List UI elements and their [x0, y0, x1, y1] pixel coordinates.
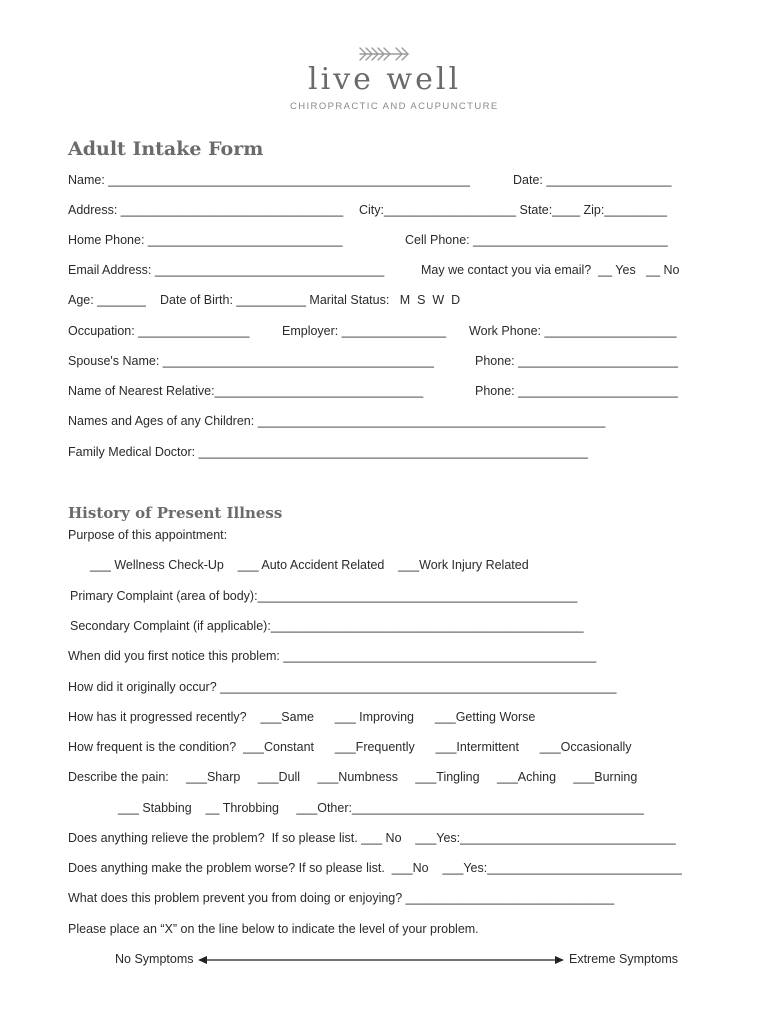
occupation-field[interactable]: Occupation: ________________: [68, 324, 250, 338]
relative-field[interactable]: Name of Nearest Relative:______________________________: [68, 384, 424, 398]
dob-marital-field[interactable]: Date of Birth: __________ Marital Status: M S W D: [160, 293, 461, 307]
pain-options[interactable]: Describe the pain: ___Sharp ___Dull ___Numbness ___Tingling ___Aching ___Burning: [68, 770, 638, 784]
email-field[interactable]: Email Address: _________________________________: [68, 263, 385, 277]
scale-instruction: Please place an “X” on the line below to indicate the level of your problem.: [68, 922, 479, 936]
address-field[interactable]: Address: ________________________________: [68, 203, 344, 217]
pain-options-more[interactable]: ___ Stabbing __ Throbbing ___Other:__________________________________________: [118, 801, 644, 815]
employer-field[interactable]: Employer: _______________: [282, 324, 447, 338]
first-notice-field[interactable]: When did you first notice this problem: _____________________________________________: [68, 649, 597, 663]
purpose-label: Purpose of this appointment:: [68, 528, 228, 542]
origin-field[interactable]: How did it originally occur? _________________________________________________________: [68, 680, 617, 694]
page-title: Adult Intake Form: [68, 138, 264, 160]
prevent-field[interactable]: What does this problem prevent you from doing or enjoying? ______________________________: [68, 891, 615, 905]
relative-phone-field[interactable]: Phone: _______________________: [475, 384, 678, 398]
scale-right-label: Extreme Symptoms: [569, 952, 679, 966]
date-field[interactable]: Date: __________________: [513, 173, 672, 187]
logo-arrows-icon: [358, 44, 412, 64]
purpose-options[interactable]: ___ Wellness Check-Up ___ Auto Accident Related ___Work Injury Related: [90, 558, 529, 572]
scale-left-label: No Symptoms: [115, 952, 194, 966]
primary-complaint-field[interactable]: Primary Complaint (area of body):______________________________________________: [70, 589, 578, 603]
relieve-field[interactable]: Does anything relieve the problem? If so please list. ___ No ___Yes:_______________________________: [68, 831, 676, 845]
cell-phone-field[interactable]: Cell Phone: ____________________________: [405, 233, 668, 247]
spouse-phone-field[interactable]: Phone: _______________________: [475, 354, 678, 368]
logo-subtitle: CHIROPRACTIC AND ACUPUNCTURE: [290, 101, 499, 112]
progression-options[interactable]: How has it progressed recently? ___Same ___ Improving ___Getting Worse: [68, 710, 536, 724]
secondary-complaint-field[interactable]: Secondary Complaint (if applicable):_____________________________________________: [70, 619, 584, 633]
city-state-zip-field[interactable]: City:___________________ State:____ Zip:_________: [359, 203, 667, 217]
spouse-name-field[interactable]: Spouse's Name: _______________________________________: [68, 354, 434, 368]
age-field[interactable]: Age: _______: [68, 293, 146, 307]
email-contact-options[interactable]: May we contact you via email? __ Yes __ No: [421, 263, 680, 277]
logo-title: live well: [308, 62, 462, 97]
children-field[interactable]: Names and Ages of any Children: __________________________________________________: [68, 414, 606, 428]
doctor-field[interactable]: Family Medical Doctor: ________________________________________________________: [68, 445, 588, 459]
symptom-scale-line[interactable]: [198, 953, 564, 967]
work-phone-field[interactable]: Work Phone: ___________________: [469, 324, 677, 338]
home-phone-field[interactable]: Home Phone: ____________________________: [68, 233, 343, 247]
name-field[interactable]: Name: ____________________________________________________: [68, 173, 470, 187]
section-heading: History of Present Illness: [68, 504, 283, 522]
frequency-options[interactable]: How frequent is the condition? ___Constant ___Frequently ___Intermittent ___Occasionally: [68, 740, 632, 754]
worse-field[interactable]: Does anything make the problem worse? If so please list. ___No ___Yes:____________________________: [68, 861, 682, 875]
